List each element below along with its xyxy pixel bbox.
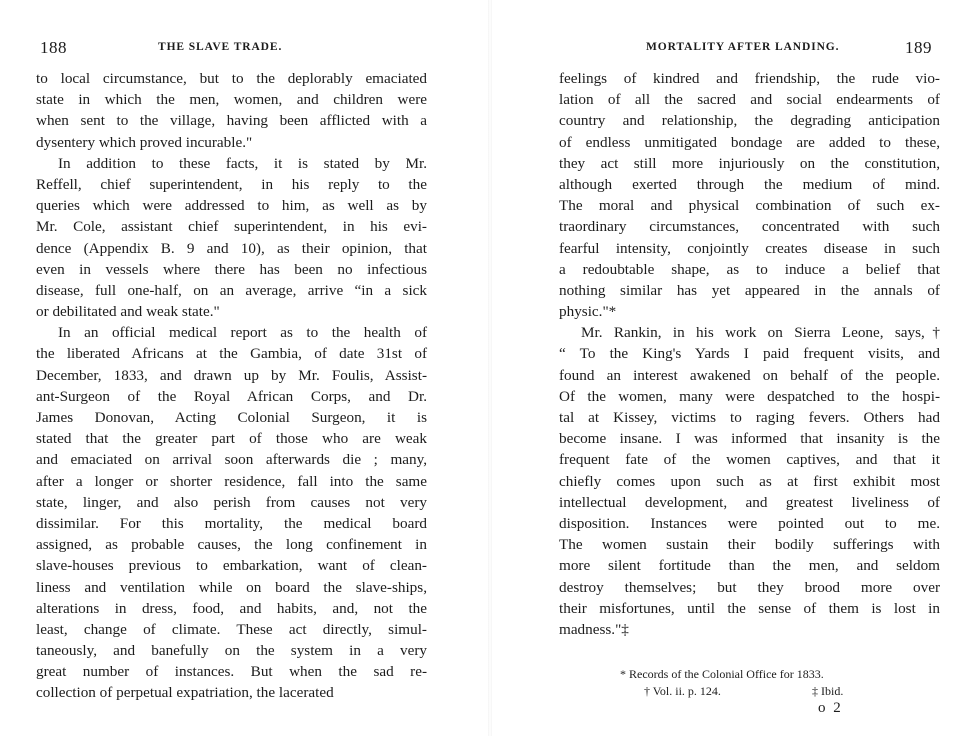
left-running-head: THE SLAVE TRADE.	[158, 41, 283, 53]
text-line: assigned, as probable causes, the long confinement in	[36, 536, 427, 554]
text-line: disposition. Instances were pointed out to me.	[559, 514, 940, 532]
text-line: “ To the King's Yards I paid frequent visits, and	[559, 345, 940, 363]
text-line: taneously, and banefully on the system in a very	[36, 642, 427, 660]
text-line: chiefly comes upon such as at first exhibit most	[559, 472, 940, 490]
text-line: found an interest awakened on behalf of the people.	[559, 366, 940, 384]
text-line: frequent fate of the women captives, and that it	[559, 451, 940, 469]
text-line: Reffell, chief superintendent, in his reply to the	[36, 175, 427, 193]
signature-mark: o 2	[818, 700, 843, 716]
text-line: feelings of kindred and friendship, the rude vio-	[559, 70, 940, 87]
text-line: great number of instances. But when the sad re-	[36, 663, 427, 681]
text-line: become insane. I was informed that insanity is the	[559, 430, 940, 448]
text-line: slave-houses previous to embarkation, want of clean-	[36, 557, 427, 575]
footnote-row	[620, 683, 920, 700]
left-page-header	[40, 38, 426, 58]
text-line: destroy themselves; but they brood more over	[559, 578, 940, 596]
text-line: In an official medical report as to the health of	[58, 324, 427, 342]
text-line: The moral and physical combination of such ex-	[559, 197, 940, 215]
text-line: December, 1833, and drawn up by Mr. Foulis, Assist-	[36, 366, 427, 384]
text-line: their misfortunes, until the sense of them is lost in	[559, 599, 940, 617]
text-line: although exerted through the medium of mind.	[559, 175, 940, 193]
text-line: madness."‡	[559, 620, 629, 638]
text-line: liness and ventilation while on board the slave-ships,	[36, 578, 427, 596]
text-line: intellectual development, and greatest liveliness of	[559, 493, 940, 511]
text-line: to local circumstance, but to the deplorably emaciated	[36, 70, 427, 87]
text-line: Mr. Cole, assistant chief superintendent, in his evi-	[36, 218, 427, 236]
text-line: they act still more injuriously on the constitution,	[559, 154, 940, 172]
text-line: more silent fortitude than the men, and seldom	[559, 557, 940, 575]
text-line: state in which the men, women, and children were	[36, 91, 427, 109]
text-line: or debilitated and weak state."	[36, 303, 220, 321]
text-line: a redoubtable shape, as to induce a belief that	[559, 260, 940, 278]
text-line: tal at Kissey, victims to raging fevers. Others had	[559, 409, 940, 426]
text-line: fearful intensity, conjointly creates disease in such	[559, 239, 940, 257]
text-line: stated that the greater part of those who are weak	[36, 430, 427, 448]
text-line: country and relationship, the degrading anticipation	[559, 112, 940, 130]
right-page	[490, 0, 980, 736]
text-line: after a longer or shorter residence, fall into the same	[36, 472, 427, 490]
text-line: of endless unmitigated bondage are added to these,	[559, 133, 940, 151]
left-page-number: 188	[40, 38, 67, 57]
text-line: dence (Appendix B. 9 and 10), as their opinion, that	[36, 239, 427, 257]
text-line: lation of all the sacred and social endearments of	[559, 91, 940, 109]
text-line: In addition to these facts, it is stated by Mr.	[58, 154, 427, 172]
right-page-number: 189	[905, 38, 932, 57]
text-line: traordinary circumstances, concentrated with such	[559, 218, 940, 236]
text-line: ant-Surgeon of the Royal African Corps, and Dr.	[36, 387, 427, 405]
text-line: state, linger, and also perish from causes not very	[36, 493, 427, 511]
text-line: alterations in dress, food, and habits, and, not the	[36, 599, 427, 617]
text-line: collection of perpetual expatriation, the lacerated	[36, 684, 334, 702]
text-line: nothing similar has yet appeared in the annals of	[559, 281, 940, 299]
text-line: the liberated Africans at the Gambia, of date 31st of	[36, 345, 427, 363]
text-line: dissimilar. For this mortality, the medical board	[36, 514, 427, 532]
text-line: physic."*	[559, 303, 617, 321]
text-line: and emaciated on arrival soon afterwards die ; many,	[36, 451, 427, 469]
text-line: James Donovan, Acting Colonial Surgeon, it is	[36, 409, 427, 426]
right-running-head: MORTALITY AFTER LANDING.	[646, 41, 840, 53]
footnote-star: * Records of the Colonial Office for 1833.	[620, 667, 824, 681]
text-line: Of the women, many were despatched to the hospi-	[559, 387, 940, 405]
text-line: when sent to the village, having been afflicted with a	[36, 112, 427, 130]
left-page-body	[36, 68, 427, 704]
text-line: queries which were addressed to him, as well as by	[36, 197, 427, 215]
text-line: even in vessels where there has been no infectious	[36, 260, 427, 278]
footnote-double-dagger: ‡ Ibid.	[812, 684, 844, 698]
footnotes	[620, 666, 920, 700]
text-line: least, change of climate. These act directly, simul-	[36, 620, 427, 638]
text-line: Mr. Rankin, in his work on Sierra Leone, says,†	[581, 324, 940, 342]
right-page-body	[559, 68, 940, 640]
text-line: disease, full one-half, on an average, arrive “in a sick	[36, 281, 427, 299]
text-line: dysentery which proved incurable."	[36, 133, 253, 151]
right-page-header	[560, 38, 932, 58]
footnote-dagger: † Vol. ii. p. 124.	[644, 684, 721, 698]
text-line: The women sustain their bodily sufferings with	[559, 536, 940, 554]
